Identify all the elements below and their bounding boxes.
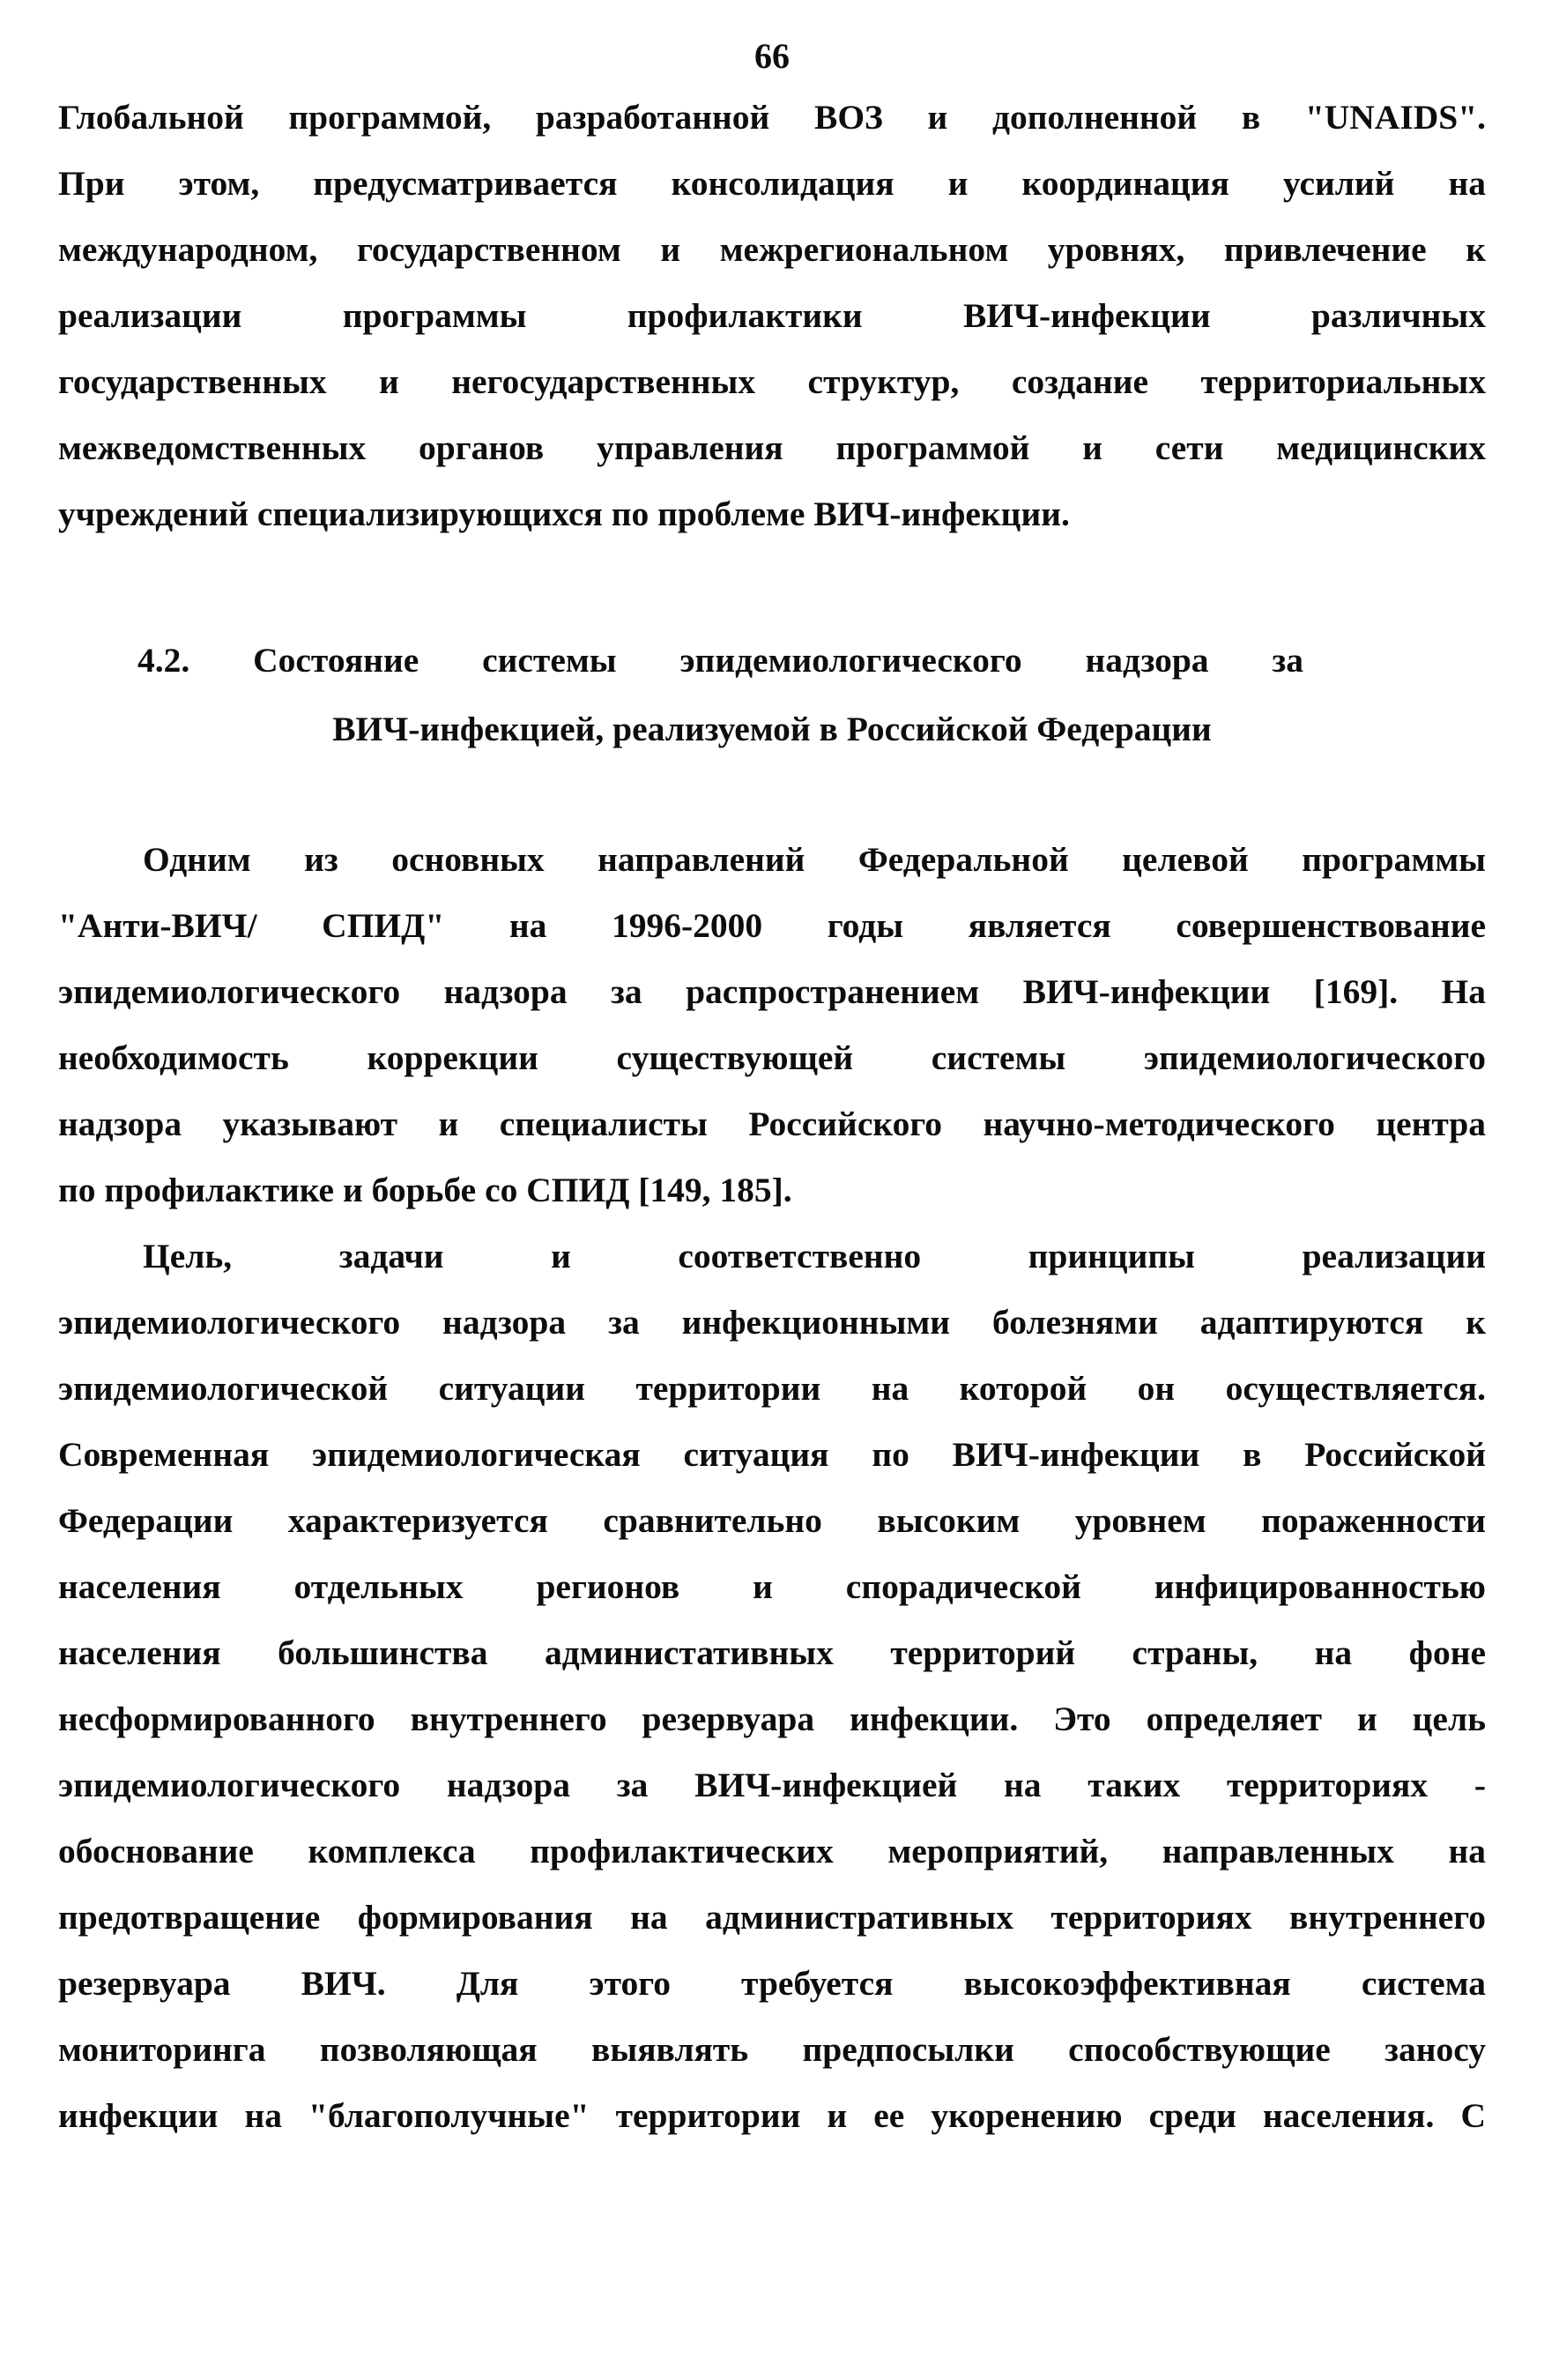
text-line: Федерации характеризуется сравнительно высоким уровнем пораженности	[58, 1501, 1486, 1540]
text-line: по профилактике и борьбе со СПИД [149, 185].	[58, 1171, 792, 1209]
text-line: резервуара ВИЧ. Для этого требуется высокоэффективная система	[58, 1964, 1486, 2003]
section-heading-line-2: ВИЧ-инфекцией, реализуемой в Российской Федерации	[332, 710, 1212, 748]
text-line: международном, государственном и межрегиональном уровнях, привлечение к	[58, 230, 1486, 269]
text-line: Глобальной программой, разработанной ВОЗ и дополненной в "UNAIDS".	[58, 98, 1486, 137]
text-line: эпидемиологического надзора за распространением ВИЧ-инфекции [169]. На	[58, 972, 1486, 1011]
text-line: населения отдельных регионов и спорадической инфицированностью	[58, 1567, 1486, 1606]
section-heading	[58, 626, 1486, 763]
text-line: учреждений специализирующихся по проблеме ВИЧ-инфекции.	[58, 495, 1070, 533]
text-line: эпидемиологического надзора за ВИЧ-инфекцией на таких территориях -	[58, 1766, 1486, 1804]
text-line: необходимость коррекции существующей системы эпидемиологического	[58, 1038, 1486, 1077]
text-line: надзора указывают и специалисты Российского научно-методического центра	[58, 1104, 1486, 1143]
section-heading-line-1: 4.2. Состояние системы эпидемиологического надзора за	[137, 641, 1304, 680]
page-number: 66	[754, 36, 790, 76]
text-line: обоснование комплекса профилактических мероприятий, направленных на	[58, 1832, 1486, 1871]
text-line: межведомственных органов управления программой и сети медицинских	[58, 428, 1486, 467]
text-line: предотвращение формирования на административных территориях внутреннего	[58, 1898, 1486, 1937]
text-line: реализации программы профилактики ВИЧ-инфекции различных	[58, 296, 1486, 335]
text-line: Цель, задачи и соответственно принципы реализации	[143, 1237, 1486, 1276]
text-line: мониторинга позволяющая выявлять предпосылки способствующие заносу	[58, 2030, 1486, 2069]
text-line: эпидемиологического надзора за инфекционными болезнями адаптируются к	[58, 1303, 1486, 1342]
body-paragraph-1	[58, 827, 1486, 1223]
text-line: несформированного внутреннего резервуара инфекции. Это определяет и цель	[58, 1699, 1486, 1738]
text-line: инфекции на "благополучные" территории и ее укоренению среди населения. С	[58, 2096, 1486, 2135]
body-paragraph-2	[58, 1223, 1486, 2149]
text-line: эпидемиологической ситуации территории на которой он осуществляется.	[58, 1369, 1486, 1408]
text-line: Современная эпидемиологическая ситуация по ВИЧ-инфекции в Российской	[58, 1435, 1486, 1474]
text-line: При этом, предусматривается консолидация и координация усилий на	[58, 164, 1486, 203]
text-line: "Анти-ВИЧ/ СПИД" на 1996-2000 годы является совершенствование	[58, 906, 1486, 945]
text-line: государственных и негосударственных структур, создание территориальных	[58, 362, 1486, 401]
intro-paragraph	[58, 85, 1486, 547]
text-line: населения большинства админиcтативных территорий страны, на фоне	[58, 1633, 1486, 1672]
text-line: Одним из основных направлений Федеральной целевой программы	[143, 840, 1486, 879]
